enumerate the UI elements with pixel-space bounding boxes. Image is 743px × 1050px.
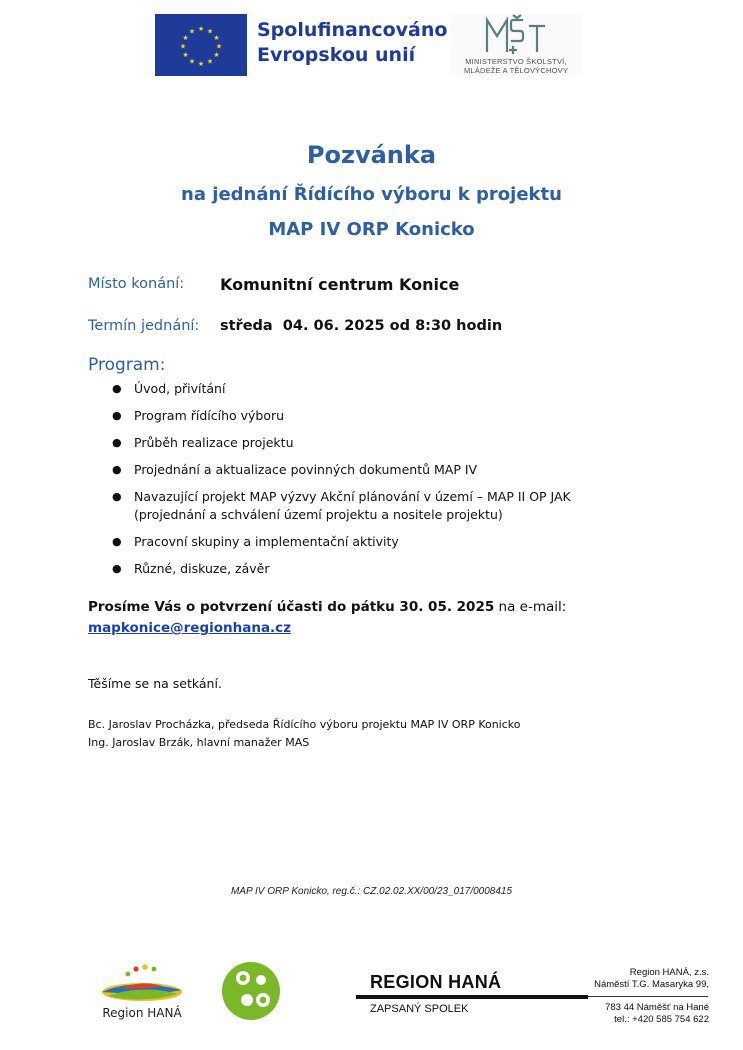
phone-number: tel.: +420 585 754 622 bbox=[614, 1014, 709, 1025]
signature-block bbox=[88, 716, 521, 752]
msmt-line1: MINISTERSTVO ŠKOLSTVÍ, bbox=[465, 57, 567, 66]
organization-name: REGION HANÁ bbox=[370, 972, 502, 992]
organization-divider-thin bbox=[588, 996, 708, 997]
svg-text:★: ★ bbox=[197, 60, 205, 68]
eu-cofinancing-text bbox=[257, 18, 447, 68]
program-item bbox=[108, 488, 668, 524]
address-line: 783 44 Náměšť na Hané bbox=[605, 1002, 709, 1013]
bullet-icon: ● bbox=[112, 562, 122, 575]
organization-contact bbox=[605, 1002, 709, 1026]
date-value: středa 04. 06. 2025 od 8:30 hodin bbox=[220, 318, 503, 334]
program-item-text: Program řídícího výboru bbox=[134, 408, 285, 423]
eu-text-line1: Spolufinancováno bbox=[257, 19, 448, 41]
program-item-text: Průběh realizace projektu bbox=[134, 435, 294, 450]
rsvp-paragraph bbox=[88, 597, 688, 639]
svg-text:★: ★ bbox=[179, 42, 187, 51]
bullet-icon: ● bbox=[112, 382, 122, 395]
region-hana-emblem-icon bbox=[92, 960, 192, 1006]
green-puzzle-icon bbox=[221, 960, 281, 1022]
region-hana-logo bbox=[92, 960, 192, 1030]
svg-text:★: ★ bbox=[197, 25, 205, 33]
signature-line: Ing. Jaroslav Brzák, hlavní manažer MAS bbox=[88, 736, 310, 749]
venue-value: Komunitní centrum Konice bbox=[220, 275, 460, 294]
program-item bbox=[108, 407, 668, 425]
svg-text:★: ★ bbox=[188, 57, 196, 66]
project-reference: MAP IV ORP Konicko, reg.č.: CZ.02.02.XX/00/23_017/0008415 bbox=[230, 886, 513, 897]
program-item bbox=[108, 461, 668, 479]
program-item bbox=[108, 380, 668, 398]
mas-green-logo bbox=[221, 960, 281, 1022]
msmt-caption bbox=[450, 57, 582, 75]
signature-line: Bc. Jaroslav Procházka, předseda Řídícího výboru projektu MAP IV ORP Konicko bbox=[88, 718, 521, 731]
program-item bbox=[108, 434, 668, 452]
msmt-line2: MLÁDEŽE A TĚLOVÝCHOVY bbox=[463, 66, 569, 75]
program-item-text: Pracovní skupiny a implementační aktivity bbox=[134, 534, 399, 549]
address-line: Region HANÁ, z.s. bbox=[629, 967, 709, 978]
svg-text:★: ★ bbox=[182, 51, 189, 59]
program-item-continuation: (projednání a schválení území projektu a nositele projektu) bbox=[134, 507, 503, 522]
svg-text:★: ★ bbox=[213, 34, 220, 42]
eu-stars-icon bbox=[155, 14, 247, 76]
eu-flag-logo bbox=[155, 14, 247, 76]
eu-text-line2: Evropskou unií bbox=[257, 44, 416, 66]
invitation-subtitle-2: MAP IV ORP Konicko bbox=[268, 219, 475, 240]
svg-text:★: ★ bbox=[213, 51, 220, 59]
program-item-text: Úvod, přivítání bbox=[134, 381, 226, 396]
rsvp-email-link[interactable]: mapkonice@regionhana.cz bbox=[88, 620, 292, 636]
svg-text:★: ★ bbox=[215, 42, 223, 51]
bullet-icon: ● bbox=[112, 436, 122, 449]
program-item bbox=[108, 560, 668, 578]
organization-address bbox=[594, 967, 709, 991]
svg-text:★: ★ bbox=[206, 27, 214, 36]
msmt-logo bbox=[450, 14, 582, 76]
program-list bbox=[108, 380, 668, 587]
date-label: Termín jednání: bbox=[88, 318, 200, 334]
svg-text:★: ★ bbox=[188, 27, 196, 36]
program-item bbox=[108, 533, 668, 551]
msmt-monogram-icon bbox=[483, 14, 549, 56]
svg-text:★: ★ bbox=[182, 34, 189, 42]
bullet-icon: ● bbox=[112, 490, 122, 503]
region-hana-logo-label: Region HANÁ bbox=[102, 1006, 182, 1020]
bullet-icon: ● bbox=[112, 535, 122, 548]
program-item-text: Navazující projekt MAP výzvy Akční plánování v území – MAP II OP JAK bbox=[134, 489, 571, 504]
program-item-text: Projednání a aktualizace povinných dokumentů MAP IV bbox=[134, 462, 478, 477]
bullet-icon: ● bbox=[112, 409, 122, 422]
bullet-icon: ● bbox=[112, 463, 122, 476]
program-item-text: Různé, diskuze, závěr bbox=[134, 561, 270, 576]
venue-label: Místo konání: bbox=[88, 276, 185, 292]
address-line: Náměstí T.G. Masaryka 99, bbox=[594, 979, 709, 990]
invitation-title: Pozvánka bbox=[306, 141, 437, 169]
invitation-subtitle-1: na jednání Řídícího výboru k projektu bbox=[181, 184, 562, 205]
rsvp-deadline-text: Prosíme Vás o potvrzení účasti do pátku 30. 05. 2025 bbox=[88, 599, 495, 615]
rsvp-email-intro: na e-mail: bbox=[494, 599, 567, 615]
closing-text: Těšíme se na setkání. bbox=[88, 676, 222, 691]
program-heading: Program: bbox=[88, 355, 166, 375]
svg-text:★: ★ bbox=[206, 57, 214, 66]
organization-divider bbox=[356, 995, 588, 999]
organization-type: ZAPSANÝ SPOLEK bbox=[370, 1003, 469, 1015]
